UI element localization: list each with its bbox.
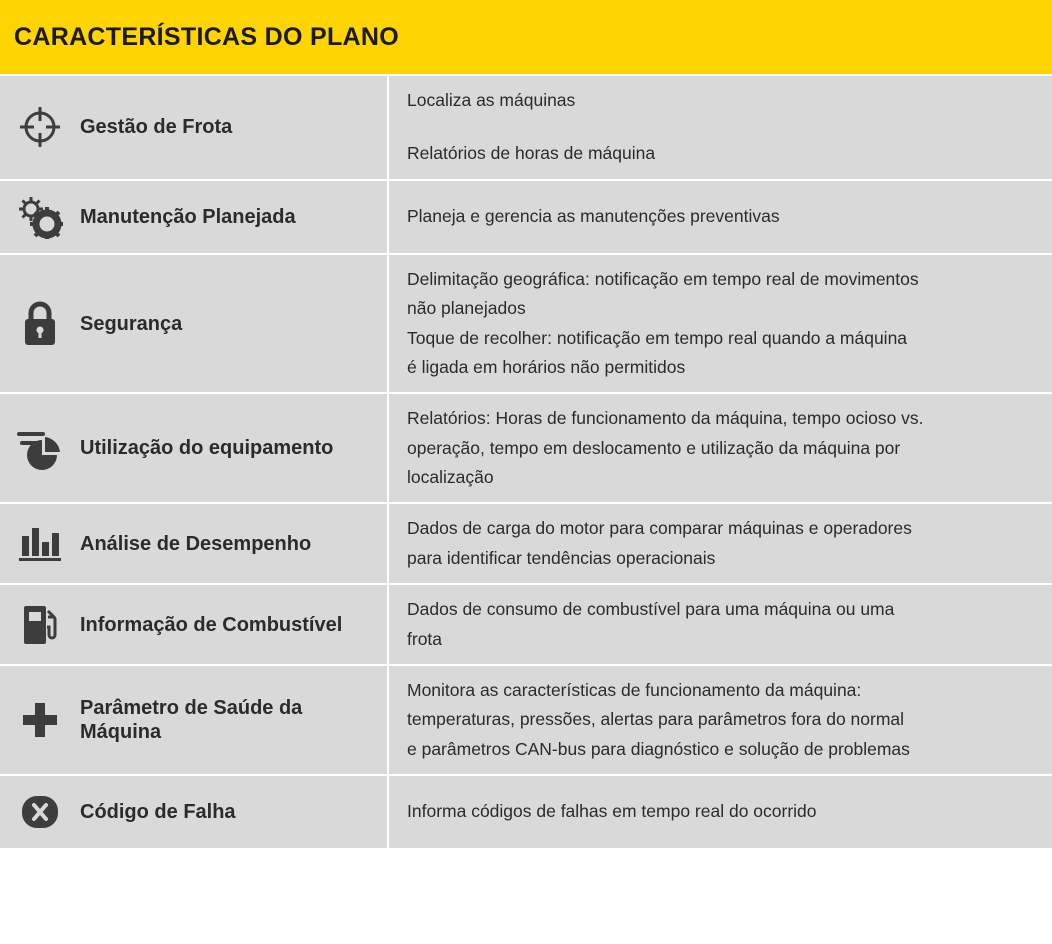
feature-description-cell — [388, 665, 1052, 775]
description-line: é ligada em horários não permitidos — [407, 356, 686, 377]
header-cell — [0, 0, 1052, 75]
description-line: operação, tempo em deslocamento e utilização da máquina por — [407, 437, 901, 458]
feature-label-cell — [0, 75, 388, 180]
feature-label-cell — [0, 254, 388, 394]
table-row — [0, 584, 1052, 665]
description-line: Relatórios: Horas de funcionamento da máquina, tempo ocioso vs. — [407, 408, 924, 429]
feature-label: Utilização do equipamento — [80, 437, 334, 460]
feature-label-cell — [0, 584, 388, 665]
health-cross-icon — [14, 694, 66, 746]
feature-label: Gestão de Frota — [80, 116, 233, 139]
description-line: Dados de carga do motor para comparar máquinas e operadores — [407, 518, 912, 539]
feature-description-cell — [388, 254, 1052, 394]
feature-description-cell — [388, 503, 1052, 584]
description-line: não planejados — [407, 298, 526, 319]
feature-label: Código de Falha — [80, 801, 236, 823]
pie-chart-icon — [14, 422, 66, 474]
page-title: CARACTERÍSTICAS DO PLANO — [14, 22, 399, 51]
description-line: e parâmetros CAN-bus para diagnóstico e solução de problemas — [407, 738, 910, 759]
feature-label: Manutenção Planejada — [80, 205, 296, 228]
feature-label-cell — [0, 503, 388, 584]
fleet-target-icon — [14, 101, 66, 153]
description-line: Monitora as características de funcionamento da máquina: — [407, 679, 862, 700]
feature-label: Análise de Desempenho — [80, 532, 312, 555]
table-row — [0, 393, 1052, 503]
table-row — [0, 665, 1052, 775]
feature-label: Segurança — [80, 312, 183, 335]
feature-description-cell — [388, 775, 1052, 848]
bar-chart-icon — [14, 518, 66, 570]
description-line: Planeja e gerencia as manutenções preventivas — [407, 206, 780, 227]
feature-label-cell — [0, 775, 388, 848]
description-line: Delimitação geográfica: notificação em tempo real de movimentos — [407, 268, 919, 289]
table-row — [0, 180, 1052, 254]
description-line: localização — [407, 467, 494, 487]
feature-label-cell — [0, 393, 388, 503]
table-header-row — [0, 0, 1052, 75]
feature-description-cell — [388, 393, 1052, 503]
description-line: para identificar tendências operacionais — [407, 547, 716, 568]
feature-description-cell — [388, 584, 1052, 665]
feature-label: Informação de Combustível — [80, 613, 343, 636]
feature-label: Parâmetro de Saúde da Máquina — [80, 696, 303, 743]
description-line: frota — [407, 628, 443, 649]
fault-code-x-icon — [14, 786, 66, 838]
description-line: Dados de consumo de combustível para uma máquina ou uma — [407, 599, 895, 620]
description-line: temperaturas, pressões, alertas para parâmetros fora do normal — [407, 709, 905, 730]
feature-description-cell — [388, 180, 1052, 254]
feature-description-cell — [388, 75, 1052, 180]
gears-icon — [14, 191, 66, 243]
table-row — [0, 775, 1052, 848]
description-line: Localiza as máquinas — [407, 90, 576, 110]
description-line: Toque de recolher: notificação em tempo real quando a máquina — [407, 327, 908, 348]
table-row — [0, 75, 1052, 180]
padlock-icon — [14, 298, 66, 350]
description-line: Relatórios de horas de máquina — [407, 143, 656, 164]
feature-label-cell — [0, 665, 388, 775]
table-row — [0, 503, 1052, 584]
description-line: Informa códigos de falhas em tempo real do ocorrido — [407, 801, 817, 822]
feature-label-cell — [0, 180, 388, 254]
fuel-pump-icon — [14, 599, 66, 651]
table-row — [0, 254, 1052, 394]
